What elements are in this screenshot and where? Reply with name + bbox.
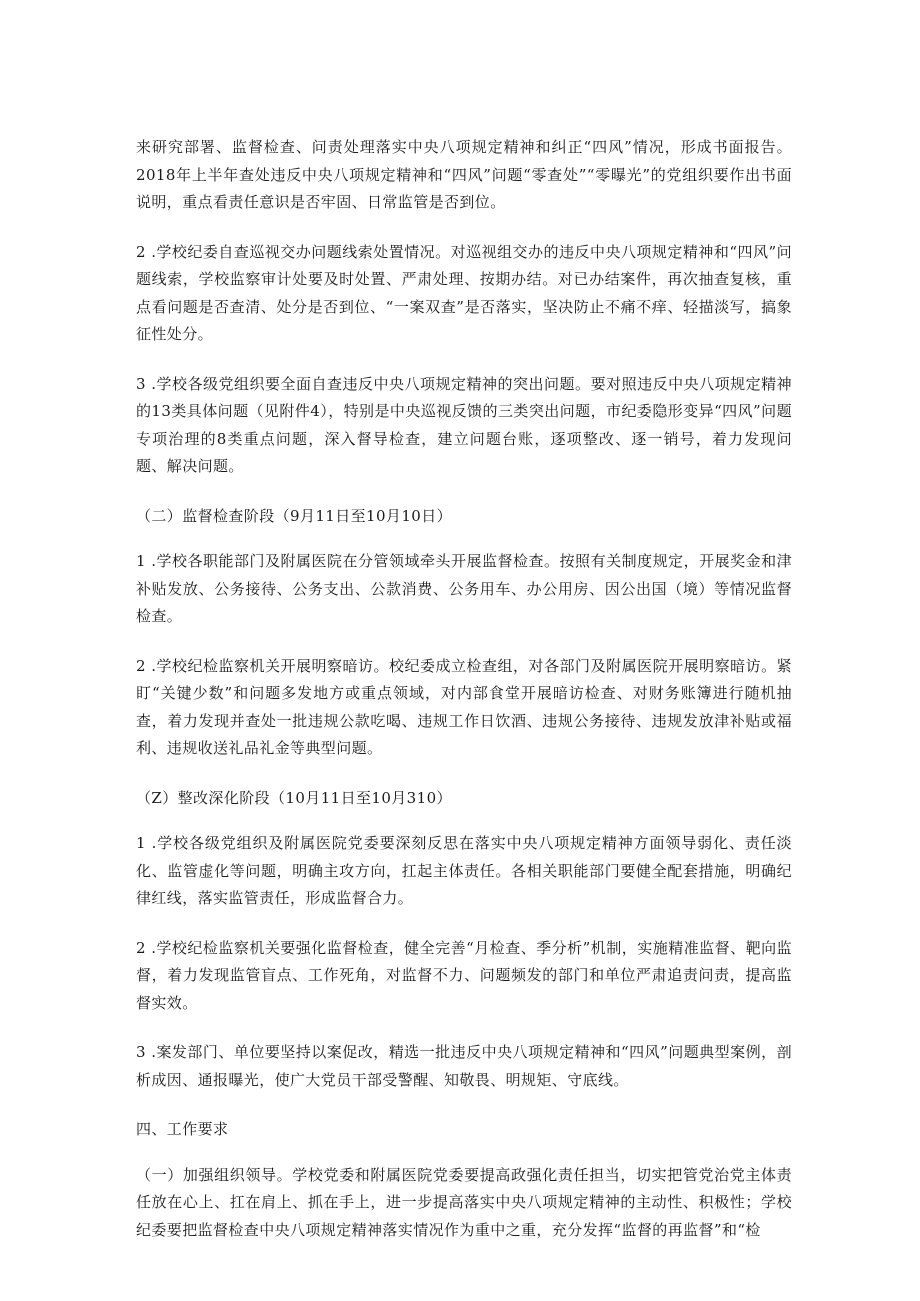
paragraph-departments-supervision: 1 .学校各职能部门及附属医院在分管领域牵头开展监督检查。按照有关制度规定，开展奖金和津补贴发放、公务接待、公务支出、公款消费、公务用车、办公用房、因公出国（境）等情况监督检查。 (136, 552, 792, 625)
paragraph-open-secret-inspection: 2 .学校纪检监察机关开展明察暗访。校纪委成立检查组，对各部门及附属医院开展明察暗访。紧盯“关键少数”和问题多发地方或重点领域，对内部食堂开展暗访检查、对财务账簿进行随机抽查，着力发现并查处一批违规公款吃喝、违规工作日饮酒、违规公务接待、违规发放津补贴或福利、违规收送礼品礼金等典型问题。 (136, 656, 792, 757)
paragraph-inspection-clues: 2 .学校纪委自查巡视交办问题线索处置情况。对巡视组交办的违反中央八项规定精神和“四风”问题线索，学校监察审计处要及时处置、严肃处理、按期办结。对已办结案件，再次抽查复核，重点看问题是否查清、处分是否到位、“一案双查”是否落实，坚决防止不痛不痒、轻描淡写，搞象征性处分。 (136, 242, 792, 343)
paragraph-report-requirement: 来研究部署、监督检查、问责处理落实中央八项规定精神和纠正“四风”情况，形成书面报告。2018年上半年查处违反中央八项规定精神和“四风”问题“零查处”“零曝光”的党组织要作出书面说明，重点看责任意识是否牢固、日常监管是否到位。 (136, 138, 792, 211)
section-heading-supervision-stage: （二）监督检查阶段（9月11日至10月10日） (136, 506, 453, 525)
paragraph-strengthen-supervision: 2 .学校纪检监察机关要强化监督检查，健全完善“月检查、季分析”机制，实施精准监督、靶向监督，着力发现监管盲点、工作死角，对监督不力、问题频发的部门和单位严肃追责问责，提高监督实效。 (136, 938, 792, 1012)
paragraph-case-reform: 3 .案发部门、单位要坚持以案促改，精选一批违反中央八项规定精神和“四风”问题典型案例，剖析成因、通报曝光，使广大党员干部受警醒、知敬畏、明规矩、守底线。 (136, 1043, 792, 1089)
section-heading-rectification-stage: （Z）整改深化阶段（10月11日至10月310） (136, 788, 452, 807)
document-body (136, 134, 792, 1266)
paragraph-organizational-leadership: （一）加强组织领导。学校党委和附属医院党委要提高政强化责任担当，切实把管党治党主体责任放在心上、扛在肩上、抓在手上，进一步提高落实中央八项规定精神的主动性、积极性；学校纪委要把监督检查中央八项规定精神落实情况作为重中之重，充分发挥“监督的再监督”和“检 (136, 1165, 792, 1239)
section-heading-work-requirements: 四、工作要求 (136, 1120, 229, 1138)
paragraph-party-reflection: 1 .学校各级党组织及附属医院党委要深刻反思在落实中央八项规定精神方面领导弱化、责任淡化、监管虚化等问题，明确主攻方向，扛起主体责任。各相关职能部门要健全配套措施，明确纪律红线，落实监管责任，形成监督合力。 (136, 834, 792, 907)
paragraph-self-check-problems: 3 .学校各级党组织要全面自查违反中央八项规定精神的突出问题。要对照违反中央八项规定精神的13类具体问题（见附件4），特别是中央巡视反馈的三类突出问题，市纪委隐形变异“四风”问题专项治理的8类重点问题，深入督导检查，建立问题台账，逐项整改、逐一销号，着力发现问题、解决问题。 (136, 374, 792, 475)
